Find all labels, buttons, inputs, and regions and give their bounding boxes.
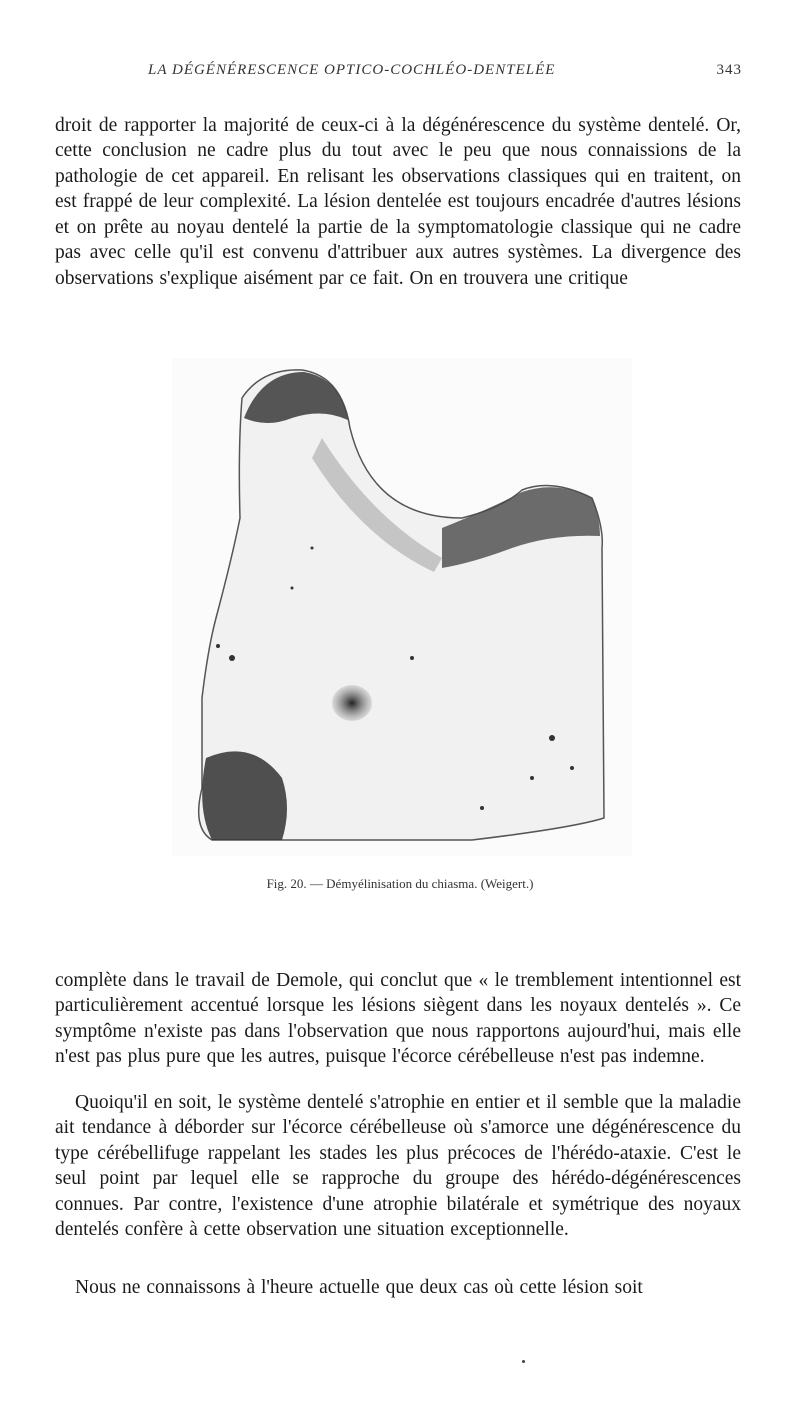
paragraph-2: complète dans le travail de Demole, qui conclut que « le tremblement intentionnel est particulièrement accentué lorsque les lésions siègent dans les noyaux dentelés ». Ce symptôme n'existe pas dans l'observation que nous rapportons aujourd'hui, mais elle n'est pas plus pure que les autres, puisque l'écorce cérébelleuse n'est pas indemne. (55, 969, 741, 1068)
figure-caption: Fig. 20. — Démyélinisation du chiasma. (Weigert.) (266, 876, 534, 891)
chiasma-micrograph (172, 358, 632, 856)
page-number: 343 (716, 62, 742, 78)
print-speck (522, 1360, 525, 1363)
running-header (148, 62, 742, 79)
running-title: LA DÉGÉNÉRESCENCE OPTICO-COCHLÉO-DENTELÉE (148, 62, 556, 78)
figure-chiasma-image (172, 358, 632, 856)
paragraph-3: Quoiqu'il en soit, le système dentelé s'atrophie en entier et il semble que la maladie ait tendance à déborder sur l'écorce cérébelleuse où s'amorce une dégénérescence du type cérébellifuge rappelant les stades les plus précoces de l'hérédo-ataxie. C'est le seul point par lequel elle se rapproche du groupe des hérédo-dégénérescences connues. Par contre, l'existence d'une atrophie bilatérale et symétrique des noyaux dentelés confère à cette observation une situation exceptionnelle. (55, 1091, 741, 1241)
paragraph-4: Nous ne connaissons à l'heure actuelle que deux cas où cette lésion soit (75, 1276, 643, 1298)
paragraph-1: droit de rapporter la majorité de ceux-ci à la dégénérescence du système dentelé. Or, cette conclusion ne cadre plus du tout avec le peu que nous connaissions de la pathologie de cet appareil. En relisant les observations classiques qui en traitent, on est frappé de leur complexité. La lésion dentelée est toujours encadrée d'autres lésions et on prête au noyau dentelé la partie de la symptomatologie classique qui ne cadre pas avec celle qu'il est convenu d'attribuer aux autres systèmes. La divergence des observations s'explique aisément par ce fait. On en trouvera une critique (55, 114, 741, 290)
